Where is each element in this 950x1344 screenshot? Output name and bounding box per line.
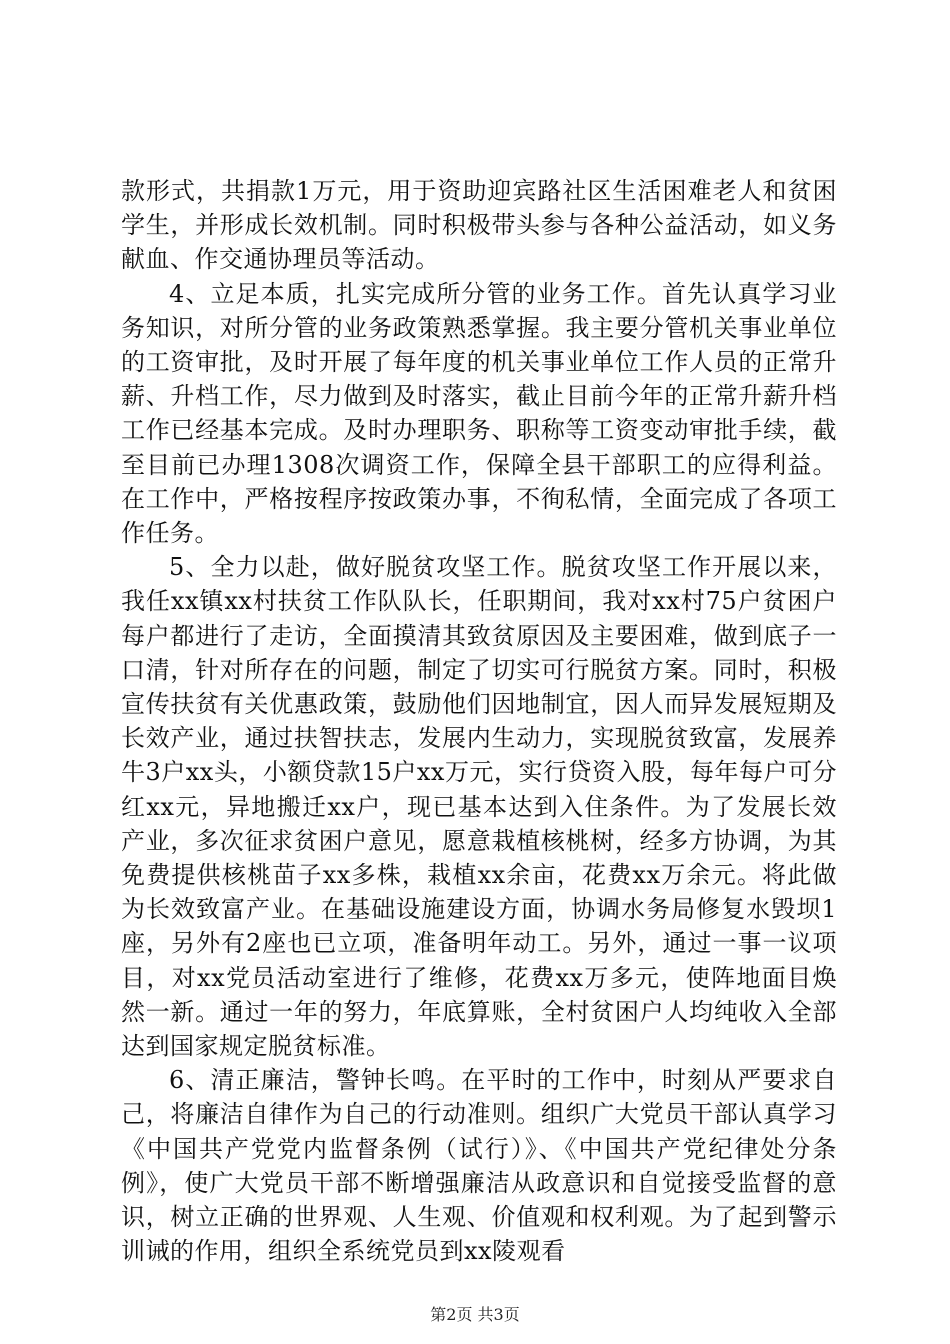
document-body [121,174,837,1269]
paragraph-continuation: 款形式，共捐款1万元，用于资助迎宾路社区生活困难老人和贫困学生，并形成长效机制。同时积极带头参与各种公益活动，如义务献血、作交通协理员等活动。 [121,177,837,274]
paragraph-business-work: 4、立足本质，扎实完成所分管的业务工作。首先认真学习业务知识，对所分管的业务政策熟悉掌握。我主要分管机关事业单位的工资审批，及时开展了每年度的机关事业单位工作人员的正常升薪、升档工作，尽力做到及时落实，截止目前今年的正常升薪升档工作已经基本完成。及时办理职务、职称等工资变动审批手续，截至目前已办理1308次调资工作，保障全县干部职工的应得利益。在工作中，严格按程序按政策办事，不徇私情，全面完成了各项工作任务。 [121,279,837,548]
paragraph-poverty-alleviation: 5、全力以赴，做好脱贫攻坚工作。脱贫攻坚工作开展以来，我任xx镇xx村扶贫工作队队长，任职期间，我对xx村75户贫困户每户都进行了走访，全面摸清其致贫原因及主要困难，做到底子一口清，针对所存在的问题，制定了切实可行脱贫方案。同时，积极宣传扶贫有关优惠政策，鼓励他们因地制宜，因人而异发展短期及长效产业，通过扶智扶志，发展内生动力，实现脱贫致富，发展养牛3户xx头，小额贷款15户xx万元，实行贷资入股，每年每户可分红xx元，异地搬迁xx户，现已基本达到入住条件。为了发展长效产业，多次征求贫困户意见，愿意栽植核桃树，经多方协调，为其免费提供核桃苗子xx多株，栽植xx余亩，花费xx万余元。将此做为长效致富产业。在基础设施建设方面，协调水务局修复水毁坝1座，另外有2座也已立项，准备明年动工。另外，通过一事一议项目，对xx党员活动室进行了维修，花费xx万多元，使阵地面目焕然一新。通过一年的努力，年底算账，全村贫困户人均纯收入全部达到国家规定脱贫标准。 [121,553,837,1061]
page-number-footer: 第2页 共3页 [430,1305,520,1324]
paragraph-integrity: 6、清正廉洁，警钟长鸣。在平时的工作中，时刻从严要求自己，将廉洁自律作为自己的行动准则。组织广大党员干部认真学习《中国共产党党内监督条例（试行）》、《中国共产党纪律处分条例》，使广大党员干部不断增强廉洁从政意识和自觉接受监督的意识，树立正确的世界观、人生观、价值观和权利观。为了起到警示训诫的作用，组织全系统党员到xx陵观看 [121,1066,837,1266]
